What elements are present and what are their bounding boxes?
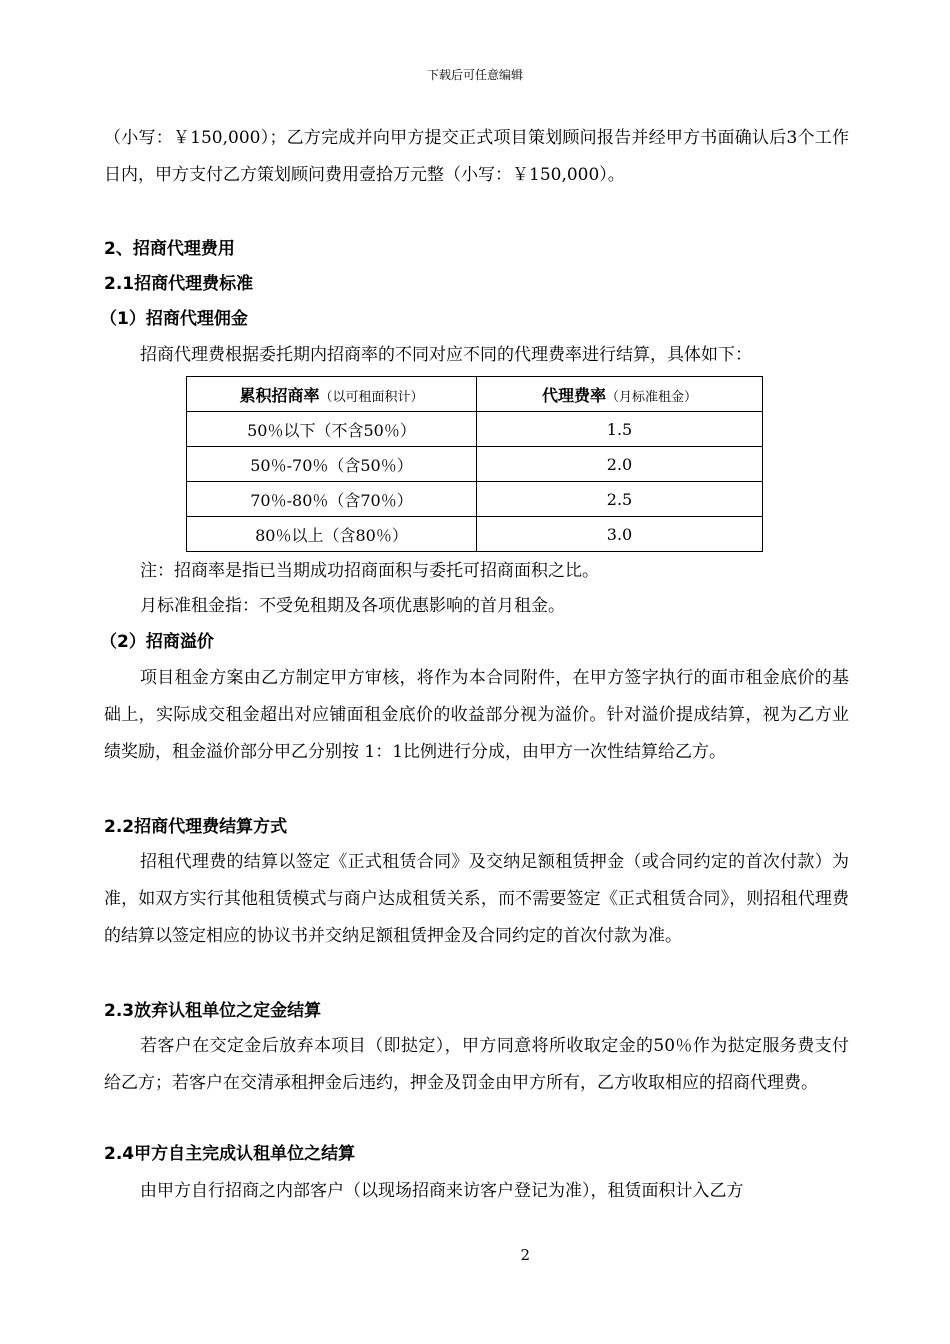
table-header-fee: 代理费率（月标准租金） bbox=[477, 377, 763, 412]
note-standard-rent: 月标准租金指：不受免租期及各项优惠影响的首月租金。 bbox=[140, 596, 565, 616]
subsection-1-title: （1）招商代理佣金 bbox=[100, 309, 248, 329]
commission-rate-table bbox=[186, 376, 763, 552]
table-cell-rate: 50％-70％（含50％） bbox=[187, 447, 477, 482]
table-header-row bbox=[187, 377, 763, 412]
section-2-4-title: 2.4甲方自主完成认租单位之结算 bbox=[104, 1144, 356, 1164]
table-row bbox=[187, 517, 763, 552]
section-2-1-title: 2.1招商代理费标准 bbox=[104, 274, 254, 294]
page-number: 2 bbox=[520, 1246, 530, 1264]
section-2-title: 2、招商代理费用 bbox=[104, 239, 235, 259]
note-occupancy-rate: 注：招商率是指已当期成功招商面积与委托可招商面积之比。 bbox=[140, 561, 599, 581]
paragraph-fee-payment: （小写：￥150,000）；乙方完成并向甲方提交正式项目策划顾问报告并经甲方书面确认后3个工作日内，甲方支付乙方策划顾问费用壹拾万元整（小写：￥150,000）。 bbox=[104, 128, 849, 185]
section-2-4-body: 由甲方自行招商之内部客户（以现场招商来访客户登记为准），租赁面积计入乙方 bbox=[140, 1181, 744, 1201]
page-header: 下载后可任意编辑 bbox=[426, 68, 523, 82]
table-cell-rate: 80％以上（含80％） bbox=[187, 517, 477, 552]
table-row bbox=[187, 482, 763, 517]
section-2-3-title: 2.3放弃认租单位之定金结算 bbox=[104, 1001, 322, 1021]
section-2-2-body: 招租代理费的结算以签定《正式租赁合同》及交纳足额租赁押金（或合同约定的首次付款）为准，如双方实行其他租赁模式与商户达成租赁关系，而不需要签定《正式租赁合同》，则招租代理费的结算以签定相应的协议书并交纳足额租赁押金及合同约定的首次付款为准。 bbox=[104, 852, 849, 946]
section-2-2-title: 2.2招商代理费结算方式 bbox=[104, 817, 288, 837]
table-header-rate: 累积招商率（以可租面积计） bbox=[187, 377, 477, 412]
table-cell-fee: 2.5 bbox=[477, 482, 763, 517]
section-2-3-body: 若客户在交定金后放弃本项目（即挞定），甲方同意将所收取定金的50％作为挞定服务费支付给乙方；若客户在交清承租押金后违约，押金及罚金由甲方所有，乙方收取相应的招商代理费。 bbox=[104, 1036, 849, 1093]
table-cell-fee: 2.0 bbox=[477, 447, 763, 482]
table-cell-fee: 1.5 bbox=[477, 412, 763, 447]
table-row bbox=[187, 412, 763, 447]
subsection-1-intro: 招商代理费根据委托期内招商率的不同对应不同的代理费率进行结算，具体如下： bbox=[140, 345, 752, 365]
table-row bbox=[187, 447, 763, 482]
subsection-2-title: （2）招商溢价 bbox=[100, 632, 214, 652]
table-cell-fee: 3.0 bbox=[477, 517, 763, 552]
table-cell-rate: 50％以下（不含50％） bbox=[187, 412, 477, 447]
table-cell-rate: 70％-80％（含70％） bbox=[187, 482, 477, 517]
subsection-2-body: 项目租金方案由乙方制定甲方审核，将作为本合同附件，在甲方签字执行的面市租金底价的基础上，实际成交租金超出对应铺面租金底价的收益部分视为溢价。针对溢价提成结算，视为乙方业绩奖励，租金溢价部分甲乙分别按 1：1比例进行分成，由甲方一次性结算给乙方。 bbox=[104, 668, 849, 762]
